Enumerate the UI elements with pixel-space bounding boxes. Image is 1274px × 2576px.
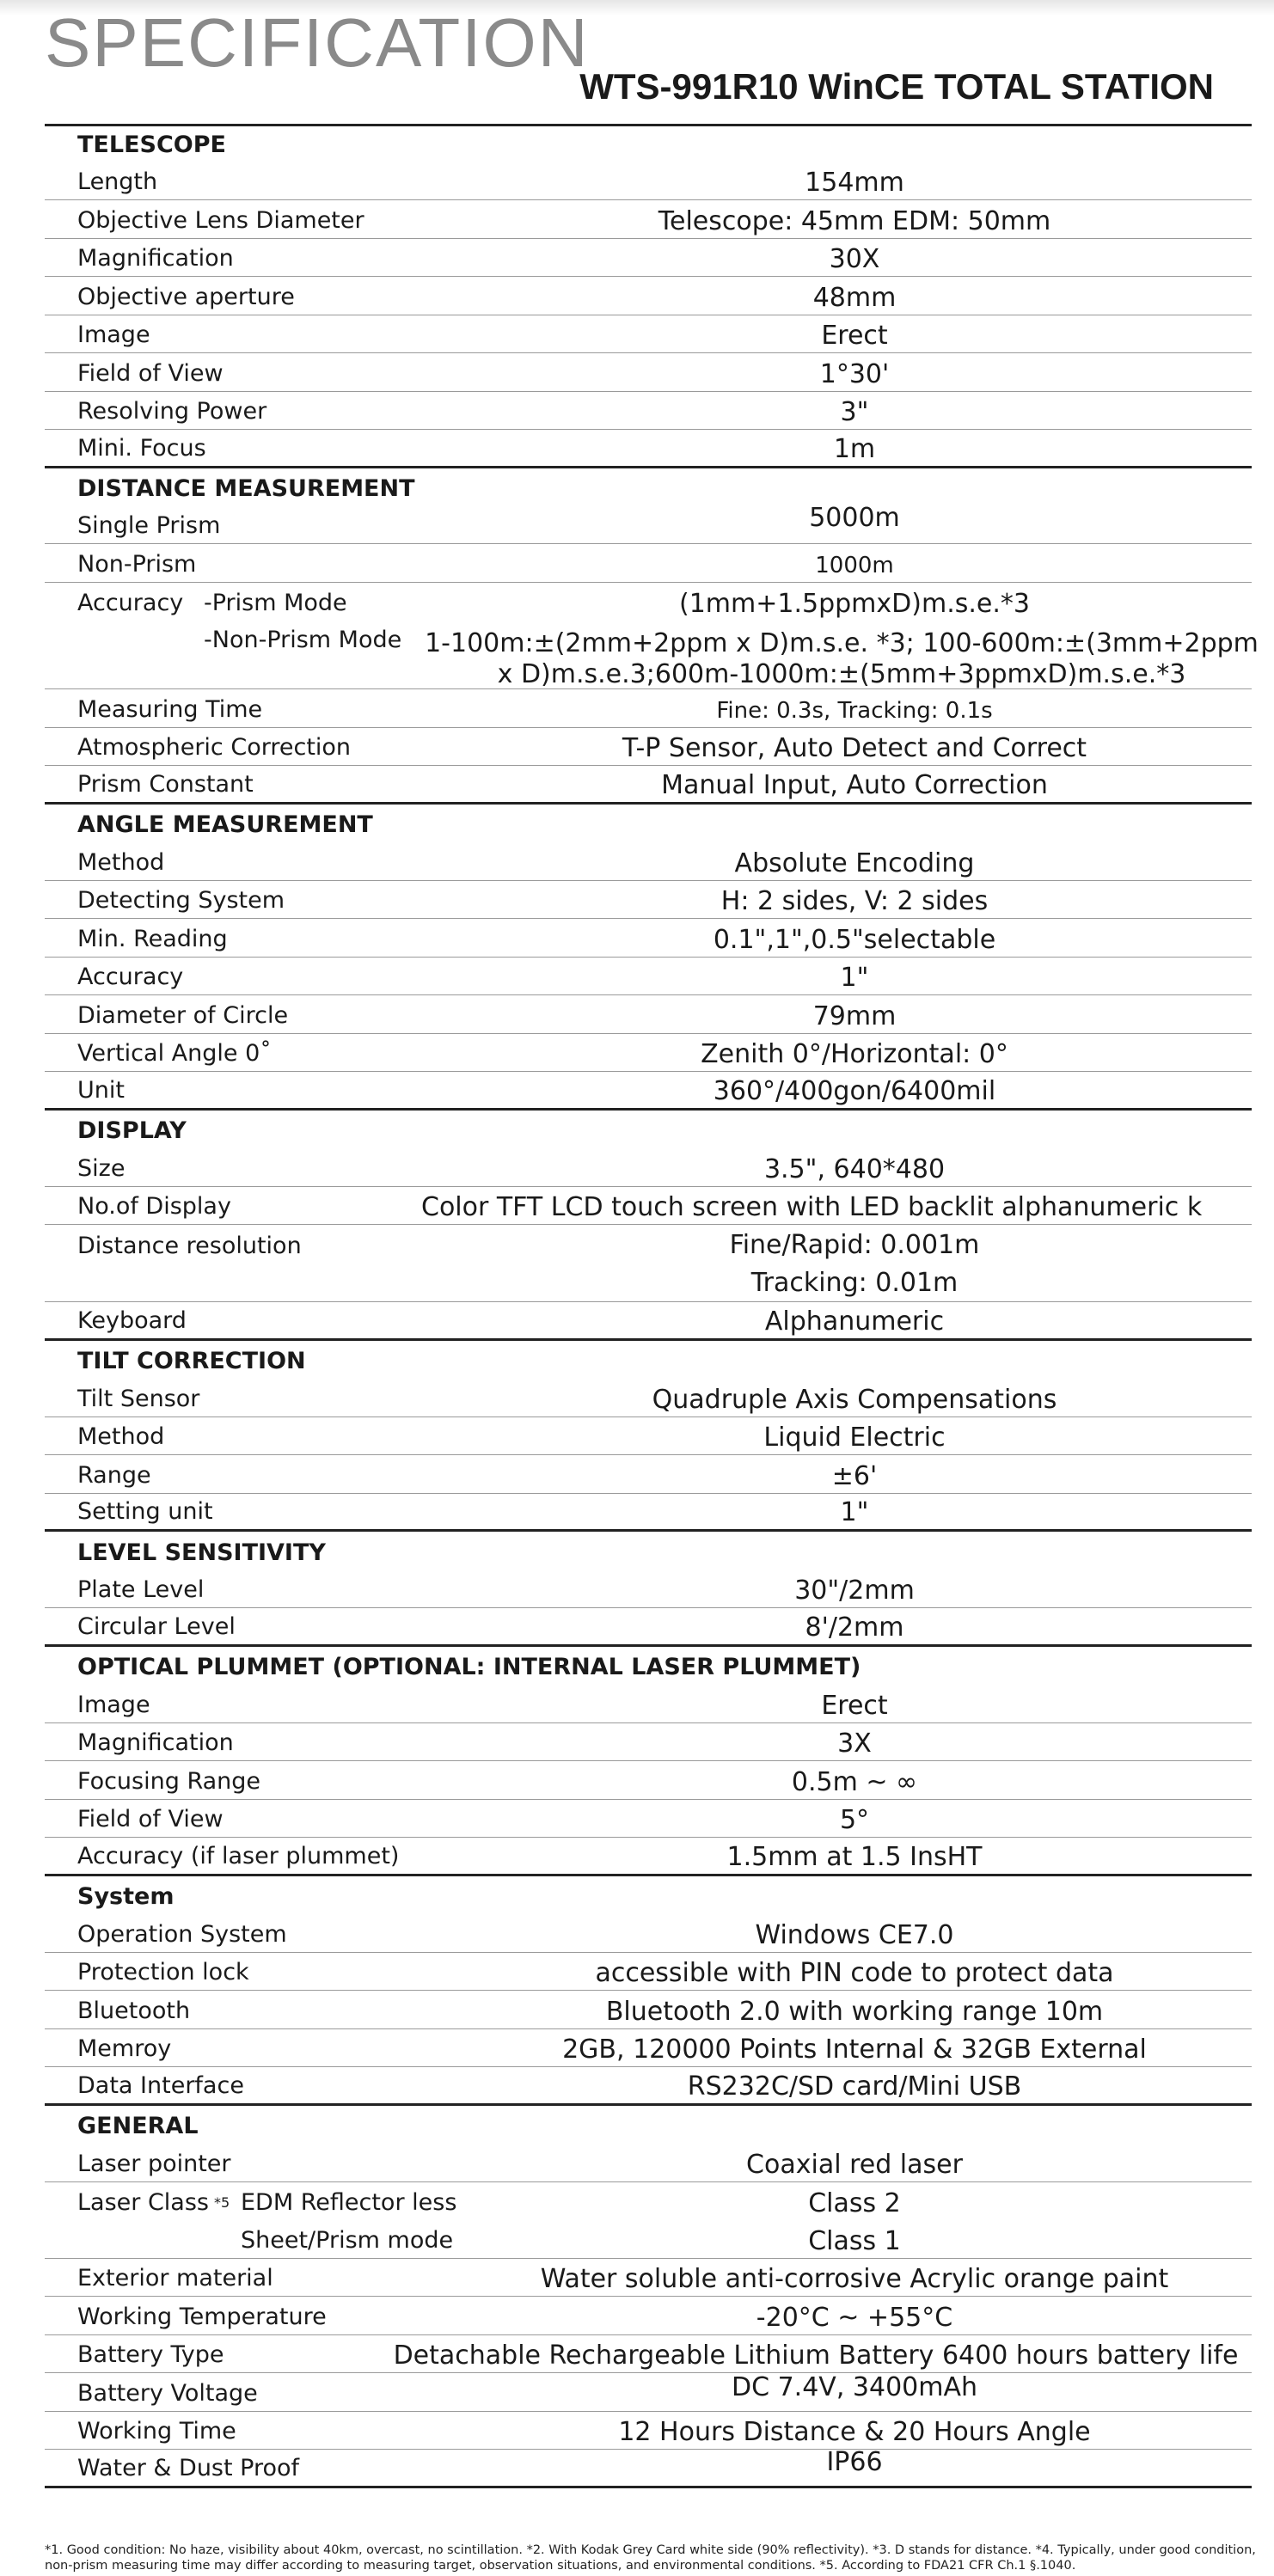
section-title: TILT CORRECTION (77, 1348, 306, 1374)
spec-row (45, 239, 1252, 278)
spec-value: (1mm+1.5ppmxD)m.s.e.*3 (679, 589, 1030, 619)
spec-value: Erect (821, 321, 888, 351)
spec-row (45, 1494, 1252, 1533)
spec-label: Mini. Focus (77, 434, 206, 462)
spec-label: Unit (77, 1076, 125, 1104)
spec-value: T-P Sensor, Auto Detect and Correct (622, 733, 1087, 763)
spec-label: Operation System (77, 1920, 287, 1948)
spec-value: 154mm (805, 168, 904, 198)
spec-label: Method (77, 1423, 165, 1450)
spec-sublabel: EDM Reflector less (241, 2189, 457, 2216)
spec-label: Tilt Sensor (77, 1385, 200, 1412)
spec-row (45, 842, 1252, 881)
spec-value: accessible with PIN code to protect data (595, 1958, 1114, 1988)
spec-row (45, 1723, 1252, 1762)
spec-row (45, 2029, 1252, 2068)
spec-row (45, 1302, 1252, 1341)
spec-value: 5000m (809, 503, 900, 533)
spec-row (45, 1991, 1252, 2029)
spec-row (45, 728, 1252, 767)
spec-value: 3.5", 640*480 (763, 1153, 946, 1184)
spec-label: Magnification (77, 245, 234, 272)
spec-value: 3" (840, 397, 869, 427)
spec-label: Setting unit (77, 1498, 213, 1525)
spec-value: 30X (829, 244, 880, 274)
spec-label: Vertical Angle 0˚ (77, 1040, 272, 1067)
spec-row (45, 1608, 1252, 1647)
spec-value: Coaxial red laser (746, 2149, 963, 2180)
spec-label: Laser pointer (77, 2150, 231, 2177)
section-header-tilt (45, 1341, 1252, 1380)
footnotes: *1. Good condition: No haze, visibility about 40km, overcast, no scintillation. *2. With Kodak Grey Card white side (90% reflectivity). *3. D stands for distance. *4. Typically, under good condition, non-prism measuring time may differ according to measuring target, observation situations, and environmental conditions. *5. According to FDA21 CFR Ch.1 §.1040. (45, 2543, 1256, 2573)
spec-row (45, 881, 1252, 920)
spec-row (45, 200, 1252, 239)
spec-value: Class 1 (808, 2225, 901, 2256)
spec-label: Resolving Power (77, 398, 267, 425)
laser-class-label: Laser Class (77, 2189, 209, 2216)
spec-row (45, 162, 1252, 201)
spec-label: Length (77, 168, 158, 195)
spec-row (45, 1953, 1252, 1992)
spec-value: 360°/400gon/6400mil (713, 1075, 996, 1106)
spec-label: Exterior material (77, 2265, 273, 2291)
spec-row (45, 1148, 1252, 1187)
spec-label: Distance resolution (77, 1233, 302, 1259)
spec-row (45, 583, 1252, 621)
spec-label: Circular Level (77, 1612, 236, 1640)
spec-row (45, 2297, 1252, 2335)
spec-value: Absolute Encoding (734, 847, 975, 878)
section-title: ANGLE MEASUREMENT (77, 811, 373, 838)
spec-row (45, 277, 1252, 315)
spec-value: Telescope: 45mm EDM: 50mm (658, 205, 1051, 236)
spec-row (45, 621, 1259, 689)
spec-label: Atmospheric Correction (77, 734, 352, 761)
spec-row (45, 2446, 1252, 2488)
spec-value: Manual Input, Auto Correction (661, 769, 1048, 800)
spec-row (45, 919, 1252, 958)
spec-value: Liquid Electric (763, 1423, 946, 1453)
spec-row (45, 1838, 1252, 1876)
spec-value: RS232C/SD card/Mini USB (687, 2071, 1022, 2102)
section-title: OPTICAL PLUMMET (OPTIONAL: INTERNAL LASER PLUMMET) (77, 1654, 861, 1680)
spec-label: Accuracy (if laser plummet) (77, 1842, 400, 1869)
spec-value: Windows CE7.0 (755, 1919, 954, 1950)
spec-row (45, 392, 1252, 431)
spec-label: Field of View (77, 359, 224, 387)
spec-label: Working Time (77, 2418, 236, 2444)
spec-label: Detecting System (77, 887, 285, 914)
spec-row (45, 1455, 1252, 1494)
spec-value: Water soluble anti-corrosive Acrylic orange paint (540, 2264, 1169, 2294)
spec-value: Alphanumeric (764, 1306, 945, 1337)
spec-row (45, 353, 1252, 392)
spec-row (45, 1187, 1252, 1226)
spec-label: Keyboard (77, 1306, 187, 1334)
spec-value: -20°C ~ +55°C (756, 2302, 953, 2333)
spec-row (45, 2220, 1252, 2259)
spec-value: 1°30' (819, 358, 890, 389)
spec-value: 1-100m:±(2mm+2ppm x D)m.s.e. *3; 100-600m:±(3mm+2ppm x D)m.s.e.3;600m-1000m:±(5mm+3ppmxD)m.s.e.*3 (425, 628, 1259, 689)
page-title: SPECIFICATION (45, 4, 590, 81)
spec-value: 5° (839, 1805, 870, 1835)
spec-label: Accuracy (77, 964, 184, 990)
spec-label: Image (77, 321, 150, 348)
spec-value: 0.1",1",0.5"selectable (713, 924, 996, 955)
spec-row (45, 1417, 1252, 1456)
spec-label: Image (77, 1691, 150, 1718)
spec-sublabel: -Non-Prism Mode (204, 627, 402, 653)
spec-row (45, 430, 1252, 468)
spec-label: Non-Prism (77, 550, 197, 578)
spec-row (45, 1034, 1252, 1073)
spec-label: Water & Dust Proof (77, 2454, 300, 2481)
spec-label: Measuring Time (77, 695, 263, 723)
spec-value: 79mm (812, 1000, 897, 1031)
spec-label: Protection lock (77, 1959, 249, 1986)
spec-label: Objective Lens Diameter (77, 206, 364, 234)
spec-value: 3X (837, 1729, 872, 1759)
spec-label: Focusing Range (77, 1767, 261, 1795)
spec-row (45, 2335, 1252, 2374)
spec-value: 1" (840, 963, 869, 993)
spec-value: Detachable Rechargeable Lithium Battery 6400 hours battery life (393, 2340, 1239, 2371)
spec-label: Size (77, 1154, 126, 1182)
spec-label: Field of View (77, 1806, 224, 1833)
spec-label: Bluetooth (77, 1997, 191, 2024)
spec-value: Tracking: 0.01m (750, 1268, 959, 1298)
section-header-display (45, 1111, 1252, 1149)
spec-row (45, 1379, 1252, 1417)
spec-row (45, 1685, 1252, 1723)
spec-label: Single Prism (77, 512, 221, 539)
spec-value: 0.5m ~ ∞ (791, 1766, 918, 1797)
spec-value: H: 2 sides, V: 2 sides (720, 886, 989, 916)
spec-row (45, 315, 1252, 354)
spec-row (45, 2144, 1252, 2182)
spec-row (45, 2259, 1252, 2298)
spec-value: 2GB, 120000 Points Internal & 32GB External (562, 2034, 1147, 2065)
spec-row (45, 487, 1252, 544)
spec-row (45, 544, 1252, 583)
spec-label: Battery Type (77, 2341, 224, 2368)
spec-row (45, 958, 1252, 996)
spec-value: 8'/2mm (805, 1612, 904, 1643)
spec-value: 1.5mm at 1.5 InsHT (726, 1841, 983, 1872)
section-header-plummet (45, 1647, 1252, 1686)
spec-value: Bluetooth 2.0 with working range 10m (605, 1996, 1104, 2027)
spec-sublabel: Sheet/Prism mode (241, 2226, 454, 2254)
spec-value: 1" (840, 1497, 869, 1527)
spec-label: Range (77, 1461, 151, 1489)
spec-label: Diameter of Circle (77, 1001, 289, 1029)
spec-label: Prism Constant (77, 770, 254, 798)
section-header-angle (45, 805, 1252, 843)
spec-value: 30"/2mm (794, 1576, 915, 1606)
spec-label: Data Interface (77, 2071, 244, 2099)
spec-row (45, 2373, 1252, 2412)
spec-value: Class 2 (808, 2188, 901, 2218)
section-title: GENERAL (77, 2113, 199, 2139)
spec-value: DC 7.4V, 3400mAh (732, 2371, 977, 2402)
spec-row (45, 1800, 1252, 1839)
spec-row (45, 1225, 1252, 1302)
spec-row (45, 2182, 1252, 2221)
spec-value: Fine/Rapid: 0.001m (729, 1230, 980, 1260)
spec-label: Method (77, 848, 165, 876)
spec-value: Zenith 0°/Horizontal: 0° (701, 1039, 1008, 1069)
spec-value: Fine: 0.3s, Tracking: 0.1s (716, 697, 993, 724)
section-title: TELESCOPE (77, 131, 226, 158)
spec-value: Color TFT LCD touch screen with LED backlit alphanumeric k (421, 1192, 1203, 1222)
spec-value: ±6' (831, 1460, 878, 1491)
spec-row (45, 689, 1252, 728)
spec-value: IP66 (826, 2446, 883, 2477)
spec-row (45, 1072, 1252, 1111)
spec-row (45, 1570, 1252, 1609)
spec-label: Accuracy (77, 590, 184, 616)
spec-table (45, 124, 1259, 2488)
section-header-telescope (45, 124, 1252, 162)
spec-label: Min. Reading (77, 925, 228, 952)
product-title: WTS-991R10 WinCE TOTAL STATION (579, 66, 1214, 107)
spec-row (45, 1761, 1252, 1800)
spec-label: Magnification (77, 1729, 234, 1756)
spec-row (45, 2067, 1252, 2106)
spec-value: 48mm (812, 282, 897, 313)
section-title: DISPLAY (77, 1117, 187, 1144)
spec-label: Plate Level (77, 1576, 205, 1603)
spec-label: Objective aperture (77, 283, 295, 310)
spec-value: 12 Hours Distance & 20 Hours Angle (618, 2417, 1091, 2447)
spec-value: 1m (833, 433, 876, 464)
spec-row (45, 2412, 1252, 2451)
spec-label: Working Temperature (77, 2303, 327, 2330)
section-header-level (45, 1532, 1252, 1570)
section-title: System (77, 1883, 175, 1910)
spec-row (45, 1914, 1252, 1953)
spec-label (77, 2189, 230, 2217)
spec-row (45, 995, 1252, 1034)
spec-label: Battery Voltage (77, 2379, 258, 2407)
section-header-general (45, 2106, 1252, 2145)
section-title: LEVEL SENSITIVITY (77, 1539, 326, 1566)
section-header-system (45, 1876, 1252, 1915)
spec-sublabel: -Prism Mode (204, 590, 347, 616)
spec-label: No.of Display (77, 1193, 231, 1220)
spec-value: Erect (821, 1690, 888, 1721)
section-title: DISTANCE MEASUREMENT (77, 475, 415, 502)
footnote-marker: *5 (213, 2194, 230, 2211)
spec-value: Quadruple Axis Compensations (652, 1384, 1057, 1415)
spec-label: Memroy (77, 2035, 172, 2062)
spec-value: 1000m (815, 552, 894, 578)
spec-row (45, 766, 1252, 805)
